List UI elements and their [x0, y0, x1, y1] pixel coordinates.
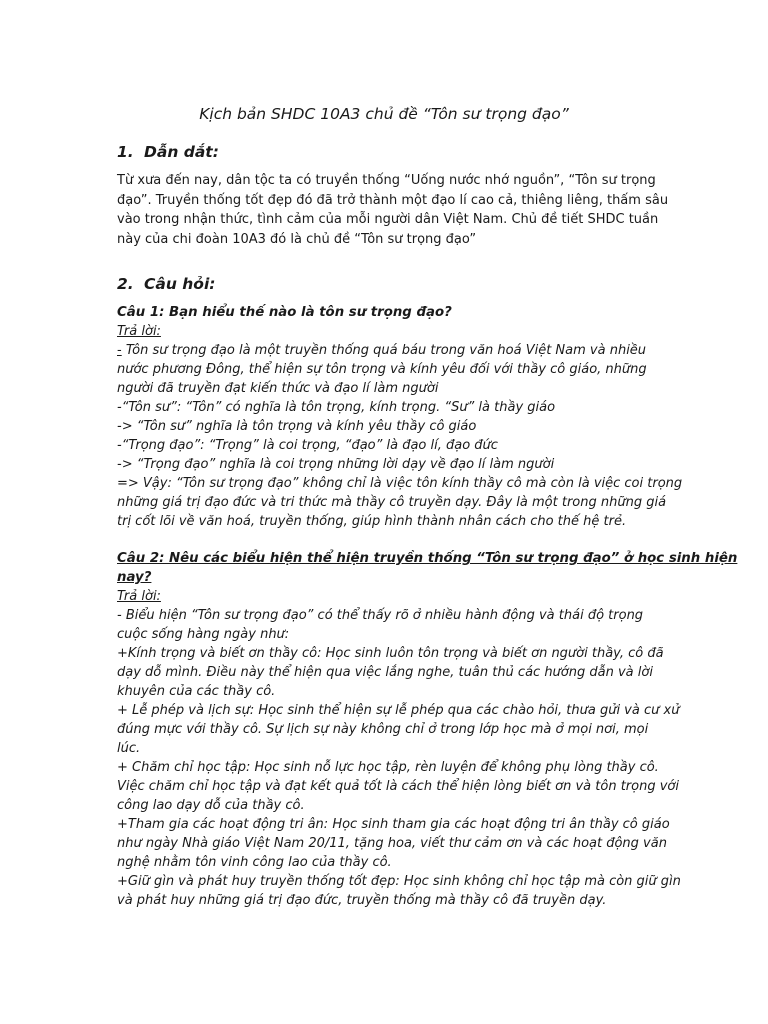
section-1-number: 1. — [117, 143, 134, 161]
section-1-heading — [117, 141, 219, 163]
question-2-title-line: nay? — [117, 570, 152, 585]
answer-line: những giá trị đạo đức và tri thức mà thầy cô truyền dạy. Đây là một trong những giá — [117, 495, 667, 510]
question-2-block — [117, 549, 738, 910]
answer-line: công lao dạy dỗ của thầy cô. — [117, 798, 305, 813]
bullet-dash: - — [117, 343, 122, 358]
intro-line: này của chi đoàn 10A3 đó là chủ đề “Tôn sư trọng đạo” — [117, 231, 477, 247]
answer-line: -“Tôn sư”: “Tôn” có nghĩa là tôn trọng, kính trọng. “Sư” là thầy giáo — [117, 400, 556, 415]
question-2-answer-label: Trả lời: — [117, 589, 161, 604]
intro-line: vào trong nhận thức, tình cảm của mỗi người dân Việt Nam. Chủ đề tiết SHDC tuần — [117, 212, 659, 227]
answer-line: như ngày Nhà giáo Việt Nam 20/11, tặng hoa, viết thư cảm ơn và các hoạt động văn — [117, 836, 667, 851]
answer-line: trị cốt lõi về văn hoá, truyền thống, giúp hình thành nhân cách cho thế hệ trẻ. — [117, 514, 627, 529]
answer-line: => Vậy: “Tôn sư trọng đạo” không chỉ là việc tôn kính thầy cô mà còn là việc coi trọng — [117, 476, 683, 491]
section-2-heading-text: Câu hỏi: — [144, 275, 216, 293]
answer-line: cuộc sống hàng ngày như: — [117, 627, 290, 642]
answer-line: -> “Tôn sư” nghĩa là tôn trọng và kính yêu thầy cô giáo — [117, 419, 477, 434]
intro-line: đạo”. Truyền thống tốt đẹp đó đã trở thành một đạo lí cao cả, thiêng liêng, thấm sâu — [117, 192, 669, 208]
question-1-block — [117, 303, 683, 531]
answer-line: Việc chăm chỉ học tập và đạt kết quả tốt là cách thể hiện lòng biết ơn và tôn trọng với — [117, 779, 679, 794]
answer-line: -“Trọng đạo”: “Trọng” là coi trọng, “đạo” là đạo lí, đạo đức — [117, 438, 498, 453]
answer-line — [117, 341, 657, 360]
answer-line: -> “Trọng đạo” nghĩa là coi trọng những lời dạy về đạo lí làm người — [117, 457, 555, 472]
answer-line: +Giữ gìn và phát huy truyền thống tốt đẹp: Học sinh không chỉ học tập mà còn giữ gìn — [117, 874, 681, 889]
answer-line: dạy dỗ mình. Điều này thể hiện qua việc lắng nghe, tuân thủ các hướng dẫn và lời — [117, 665, 653, 680]
answer-line: người đã truyền đạt kiến thức và đạo lí làm người — [117, 381, 439, 396]
answer-line: +Kính trọng và biết ơn thầy cô: Học sinh luôn tôn trọng và biết ơn người thầy, cô đã — [117, 646, 664, 661]
section-1-heading-text: Dẫn dắt: — [144, 143, 219, 161]
question-1-title: Câu 1: Bạn hiểu thế nào là tôn sư trọng đạo? — [117, 305, 452, 320]
section-2-heading — [117, 273, 215, 295]
answer-line-text: Tôn sư trọng đạo là một truyền thống quá báu trong văn hoá Việt Nam và nhiều — [121, 343, 647, 358]
answer-line: khuyên của các thầy cô. — [117, 684, 276, 699]
answer-line: +Tham gia các hoạt động tri ân: Học sinh tham gia các hoạt động tri ân thầy cô giáo — [117, 817, 670, 832]
answer-line: đúng mực với thầy cô. Sự lịch sự này không chỉ ở trong lớp học mà ở mọi nơi, mọi — [117, 722, 649, 737]
answer-line: + Chăm chỉ học tập: Học sinh nỗ lực học tập, rèn luyện để không phụ lòng thầy cô. — [117, 760, 659, 775]
answer-line: + Lễ phép và lịch sự: Học sinh thể hiện sự lễ phép qua các chào hỏi, thưa gửi và cư xử — [117, 703, 680, 718]
question-2-title-line: Câu 2: Nêu các biểu hiện thể hiện truyền thống “Tôn sư trọng đạo” ở học sinh hiện — [117, 551, 738, 566]
answer-line: lúc. — [117, 741, 141, 756]
section-2-number: 2. — [117, 275, 134, 293]
answer-line: nước phương Đông, thể hiện sự tôn trọng và kính yêu đối với thầy cô giáo, những — [117, 362, 647, 377]
intro-line: Từ xưa đến nay, dân tộc ta có truyền thống “Uống nước nhớ nguồn”, “Tôn sư trọng — [117, 173, 656, 188]
answer-line: nghệ nhằm tôn vinh công lao của thầy cô. — [117, 855, 392, 870]
answer-line: - Biểu hiện “Tôn sư trọng đạo” có thể thấy rõ ở nhiều hành động và thái độ trọng — [117, 608, 644, 623]
answer-line: và phát huy những giá trị đạo đức, truyền thống mà thầy cô đã truyền dạy. — [117, 893, 607, 908]
intro-paragraph — [117, 171, 669, 249]
question-1-answer-label: Trả lời: — [117, 324, 161, 339]
document-title: Kịch bản SHDC 10A3 chủ đề “Tôn sư trọng đạo” — [199, 105, 569, 123]
